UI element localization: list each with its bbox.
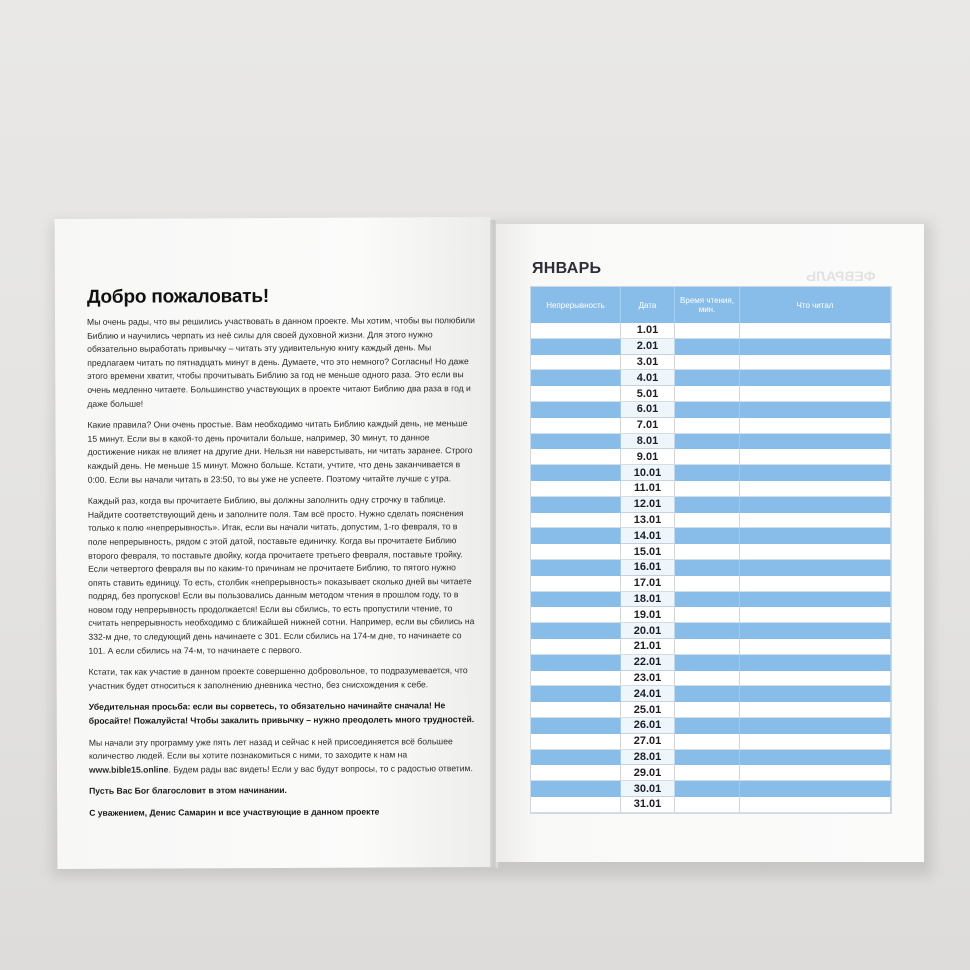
what-read-cell[interactable] <box>740 734 891 750</box>
table-row <box>531 718 891 734</box>
what-read-cell[interactable] <box>740 781 891 797</box>
reading-time-cell[interactable] <box>675 607 740 623</box>
reading-time-cell[interactable] <box>675 797 740 813</box>
continuity-cell[interactable] <box>531 418 621 434</box>
history-text-before: Мы начали эту программу уже пять лет назад и сейчас к ней присоединяется всё большее количество людей. Если вы хотите познакомиться с ними, то заходите к нам на <box>88 735 453 762</box>
date-cell: 27.01 <box>621 734 675 750</box>
what-read-cell[interactable] <box>740 576 891 592</box>
continuity-cell[interactable] <box>531 639 621 655</box>
right-page <box>496 224 924 862</box>
continuity-cell[interactable] <box>531 781 621 797</box>
date-cell: 29.01 <box>621 765 675 781</box>
reading-time-cell[interactable] <box>675 639 740 655</box>
what-read-cell[interactable] <box>740 339 891 355</box>
reading-time-cell[interactable] <box>675 702 740 718</box>
reading-time-cell[interactable] <box>675 544 740 560</box>
date-cell: 26.01 <box>621 718 675 734</box>
date-cell: 31.01 <box>621 797 675 813</box>
table-row <box>531 434 891 450</box>
reading-time-cell[interactable] <box>675 781 740 797</box>
what-read-cell[interactable] <box>740 797 891 813</box>
what-read-cell[interactable] <box>740 592 891 608</box>
what-read-cell[interactable] <box>740 544 891 560</box>
date-cell: 9.01 <box>621 449 675 465</box>
continuity-cell[interactable] <box>531 671 621 687</box>
date-cell: 7.01 <box>621 418 675 434</box>
continuity-cell[interactable] <box>531 544 621 560</box>
table-row <box>531 607 891 623</box>
reading-time-cell[interactable] <box>675 465 740 481</box>
table-row <box>531 797 891 813</box>
what-read-cell[interactable] <box>740 481 891 497</box>
continuity-cell[interactable] <box>531 560 621 576</box>
date-cell: 21.01 <box>621 639 675 655</box>
reading-time-cell[interactable] <box>675 671 740 687</box>
table-row <box>531 323 891 339</box>
reading-time-cell[interactable] <box>675 528 740 544</box>
reading-time-cell[interactable] <box>675 339 740 355</box>
what-read-cell[interactable] <box>740 765 891 781</box>
continuity-cell[interactable] <box>531 750 621 766</box>
date-cell: 8.01 <box>621 434 675 450</box>
date-cell: 12.01 <box>621 497 675 513</box>
left-page <box>55 217 494 869</box>
reading-time-cell[interactable] <box>675 449 740 465</box>
table-body <box>531 323 891 813</box>
continuity-cell[interactable] <box>531 497 621 513</box>
reading-time-cell[interactable] <box>675 734 740 750</box>
table-row <box>531 781 891 797</box>
date-cell: 4.01 <box>621 370 675 386</box>
continuity-cell[interactable] <box>531 686 621 702</box>
reading-time-cell[interactable] <box>675 560 740 576</box>
table-row <box>531 623 891 639</box>
reading-time-cell[interactable] <box>675 434 740 450</box>
continuity-cell[interactable] <box>531 655 621 671</box>
what-read-cell[interactable] <box>740 386 891 402</box>
date-cell: 18.01 <box>621 592 675 608</box>
continuity-cell[interactable] <box>531 607 621 623</box>
continuity-cell[interactable] <box>531 702 621 718</box>
date-cell: 5.01 <box>621 386 675 402</box>
date-cell: 17.01 <box>621 576 675 592</box>
reading-time-cell[interactable] <box>675 355 740 371</box>
signature-line: С уважением, Денис Самарин и все участвующие в данном проекте <box>89 806 380 818</box>
date-cell: 10.01 <box>621 465 675 481</box>
reading-time-cell[interactable] <box>675 623 740 639</box>
table-row <box>531 418 891 434</box>
continuity-cell[interactable] <box>531 528 621 544</box>
date-cell: 25.01 <box>621 702 675 718</box>
continuity-cell[interactable] <box>531 718 621 734</box>
what-read-cell[interactable] <box>740 560 891 576</box>
date-cell: 19.01 <box>621 607 675 623</box>
reading-time-cell[interactable] <box>675 497 740 513</box>
what-read-cell[interactable] <box>740 671 891 687</box>
table-row <box>531 750 891 766</box>
what-read-cell[interactable] <box>740 686 891 702</box>
date-cell: 13.01 <box>621 513 675 529</box>
reading-time-cell[interactable] <box>675 481 740 497</box>
what-read-cell[interactable] <box>740 323 891 339</box>
rules-paragraph: Какие правила? Они очень простые. Вам необходимо читать Библию каждый день, не меньше 15 минут. Если вы в какой-то день прочитали больше, например, 30 минут, то данное достижение никак не влияет на другие дни. Нельзя ни наверстывать, ни читать заранее. Строго каждый день. Не меньше 15 минут. Можно больше. Кстати, учтите, что день заканчивается в 0:00. Если вы начали читать в 23:50, то вы уже не успеете. Поэтому читайте лучше с утра. <box>87 418 473 485</box>
table-instructions-paragraph: Каждый раз, когда вы прочитаете Библию, вы должны заполнить одну строчку в таблице. Найдите соответствующий день и заполните поля. Там всё просто. Нужно сделать пояснения только к полю «непрерывность». Итак, если вы начали читать, допустим, 1-го февраля, то в поле непрерывность, рядом с этой датой, поставьте единичку. Когда вы прочитаете Библию второго февраля, то поставьте двойку, когда прочитаете третьего февраля, поставьте тройку. Если четвертого февраля вы по каким-то причинам не прочитаете Библию, то пятого нужно опять ставить единицу. То есть, столбик «непрерывность» показывает сколько дней вы читаете подряд, без пропусков! Если вы пользовались данным методом чтения в прошлом году, то в новом году непрерывность продолжается! Если вы сбились, то есть пропустили чтение, то считать непрерывность необходимо с ближайшей нижней сотни. Например, если вы сбились на 332-м дне, то следующий день начинаете с 301. Если сбились на 174-м дне, то начинаете со 101. А если сбились на 74-м, то начинаете с первого. <box>87 494 475 656</box>
table-row <box>531 528 891 544</box>
what-read-cell[interactable] <box>740 528 891 544</box>
history-paragraph <box>89 735 477 777</box>
table-row <box>531 449 891 465</box>
what-read-cell[interactable] <box>740 418 891 434</box>
reading-time-cell[interactable] <box>675 592 740 608</box>
table-row <box>531 386 891 402</box>
date-cell: 24.01 <box>621 686 675 702</box>
continuity-cell[interactable] <box>531 434 621 450</box>
continuity-cell[interactable] <box>531 481 621 497</box>
reading-time-cell[interactable] <box>675 402 740 418</box>
table-row <box>531 402 891 418</box>
what-read-cell[interactable] <box>740 402 891 418</box>
table-row <box>531 639 891 655</box>
continuity-cell[interactable] <box>531 386 621 402</box>
reading-log-table <box>530 286 892 814</box>
continuity-cell[interactable] <box>531 465 621 481</box>
date-cell: 16.01 <box>621 560 675 576</box>
table-row <box>531 765 891 781</box>
continuity-cell[interactable] <box>531 765 621 781</box>
table-row <box>531 560 891 576</box>
table-row <box>531 686 891 702</box>
what-read-cell[interactable] <box>740 355 891 371</box>
date-cell: 28.01 <box>621 750 675 766</box>
header-what-read: Что читал <box>740 287 891 323</box>
table-row <box>531 734 891 750</box>
table-row <box>531 576 891 592</box>
header-continuity: Непрерывность <box>531 287 621 323</box>
date-cell: 1.01 <box>621 323 675 339</box>
show-through-month: ФЕВРАЛЬ <box>806 268 876 284</box>
continuity-cell[interactable] <box>531 623 621 639</box>
continuity-cell[interactable] <box>531 339 621 355</box>
continuity-cell[interactable] <box>531 402 621 418</box>
continuity-cell[interactable] <box>531 513 621 529</box>
date-cell: 2.01 <box>621 339 675 355</box>
table-row <box>531 497 891 513</box>
urgent-request: Убедительная просьба: если вы соpветесь, то обязательно начинайте сначала! Не бросайте! Пожалуйста! Чтобы закалить привычку – нужно преодолеть много трудностей. <box>88 700 475 726</box>
what-read-cell[interactable] <box>740 513 891 529</box>
reading-time-cell[interactable] <box>675 686 740 702</box>
table-row <box>531 370 891 386</box>
what-read-cell[interactable] <box>740 623 891 639</box>
reading-time-cell[interactable] <box>675 513 740 529</box>
continuity-cell[interactable] <box>531 576 621 592</box>
welcome-title: Добро пожаловать! <box>86 286 270 308</box>
header-reading-time: Время чтения, мин. <box>675 287 740 323</box>
what-read-cell[interactable] <box>740 497 891 513</box>
table-row <box>531 655 891 671</box>
table-header <box>531 287 891 323</box>
table-row <box>531 544 891 560</box>
date-cell: 30.01 <box>621 781 675 797</box>
date-cell: 11.01 <box>621 481 675 497</box>
what-read-cell[interactable] <box>740 718 891 734</box>
month-title: ЯНВАРЬ <box>532 260 602 277</box>
table-row <box>531 592 891 608</box>
continuity-cell[interactable] <box>531 370 621 386</box>
reading-time-cell[interactable] <box>675 750 740 766</box>
continuity-cell[interactable] <box>531 449 621 465</box>
date-cell: 22.01 <box>621 655 675 671</box>
date-cell: 20.01 <box>621 623 675 639</box>
reading-time-cell[interactable] <box>675 765 740 781</box>
blessing-line: Пусть Вас Бог благословит в этом начинании. <box>89 785 287 797</box>
date-cell: 14.01 <box>621 528 675 544</box>
date-cell: 3.01 <box>621 355 675 371</box>
what-read-cell[interactable] <box>740 434 891 450</box>
table-row <box>531 513 891 529</box>
welcome-text-block <box>87 285 477 828</box>
reading-time-cell[interactable] <box>675 418 740 434</box>
honesty-paragraph: Кстати, так как участие в данном проекте совершенно добровольное, то подразумевается, что участник будет относиться к заполнению дневника честно, без снисхождения к себе. <box>88 665 468 691</box>
continuity-cell[interactable] <box>531 592 621 608</box>
reading-time-cell[interactable] <box>675 576 740 592</box>
what-read-cell[interactable] <box>740 465 891 481</box>
reading-time-cell[interactable] <box>675 718 740 734</box>
history-text-after: . Будем рады вас видеть! Если у вас будут вопросы, то с радостью ответим. <box>168 762 473 775</box>
continuity-cell[interactable] <box>531 323 621 339</box>
continuity-cell[interactable] <box>531 797 621 813</box>
what-read-cell[interactable] <box>740 702 891 718</box>
table-row <box>531 339 891 355</box>
website-link[interactable]: www.bible15.online <box>88 764 169 775</box>
reading-time-cell[interactable] <box>675 655 740 671</box>
reading-time-cell[interactable] <box>675 386 740 402</box>
table-row <box>531 355 891 371</box>
table-row <box>531 481 891 497</box>
table-row <box>531 465 891 481</box>
table-row <box>531 671 891 687</box>
what-read-cell[interactable] <box>740 370 891 386</box>
reading-time-cell[interactable] <box>675 323 740 339</box>
date-cell: 23.01 <box>621 671 675 687</box>
what-read-cell[interactable] <box>740 449 891 465</box>
date-cell: 15.01 <box>621 544 675 560</box>
what-read-cell[interactable] <box>740 750 891 766</box>
date-cell: 6.01 <box>621 402 675 418</box>
continuity-cell[interactable] <box>531 734 621 750</box>
what-read-cell[interactable] <box>740 655 891 671</box>
table-row <box>531 702 891 718</box>
what-read-cell[interactable] <box>740 639 891 655</box>
continuity-cell[interactable] <box>531 355 621 371</box>
intro-paragraph: Мы очень рады, что вы решились участвовать в данном проекте. Мы хотим, чтобы вы полюбили Библию и научились черпать из неё силы для своей духовной жизни. Для этого нужно обязательно выработать привычку – читать эту удивительную книгу каждый день. Мы предлагаем читать по пятнадцать минут в день. Думаете, что это немного? Согласны! Но даже этого времени хватит, чтобы прочитывать Библию за год не меньше одного раза. Это если вы очень медленно читаете. Большинство участвующих в проекте читают Библию два раза в год и даже больше! <box>87 315 475 409</box>
header-date: Дата <box>621 287 675 323</box>
reading-time-cell[interactable] <box>675 370 740 386</box>
what-read-cell[interactable] <box>740 607 891 623</box>
